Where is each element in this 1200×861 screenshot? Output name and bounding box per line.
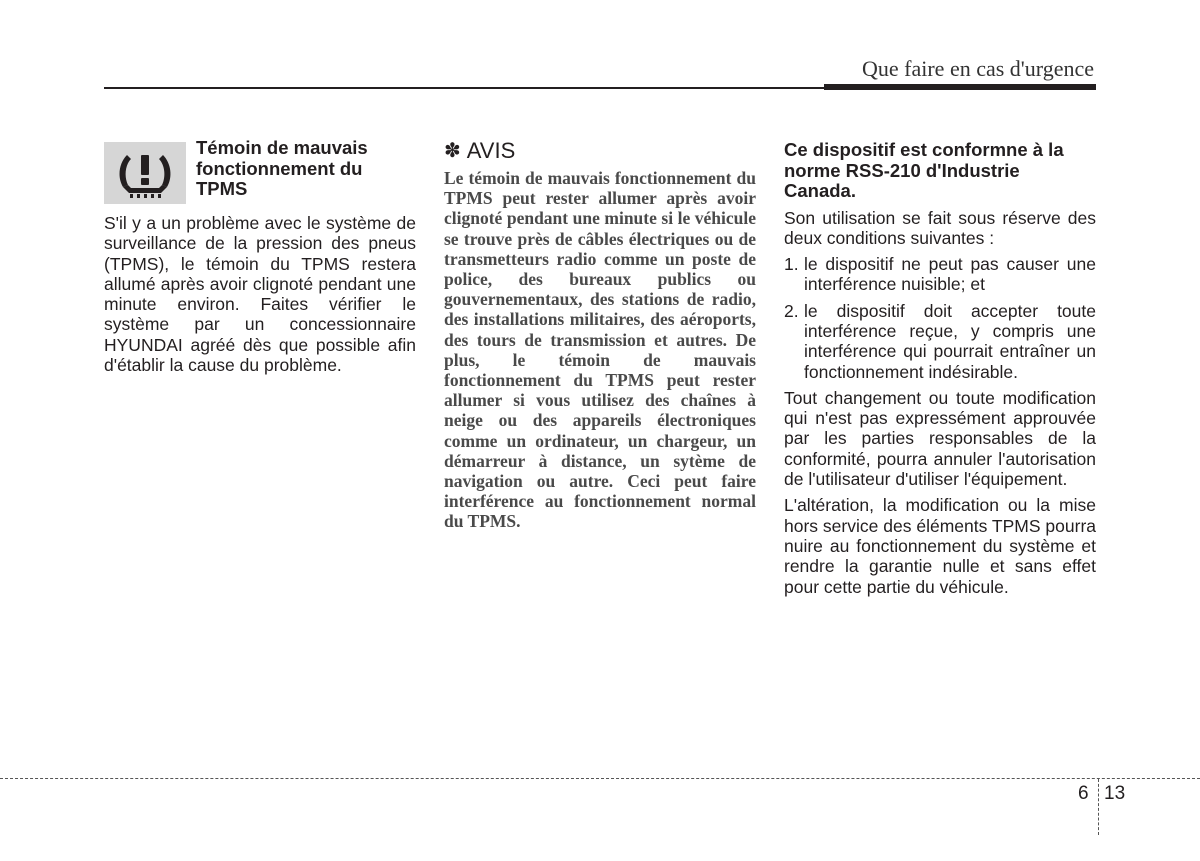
list-item-number: 2. bbox=[784, 300, 799, 321]
notice-star-icon: ✽ bbox=[444, 140, 461, 162]
conditions-list bbox=[784, 254, 1096, 382]
list-item bbox=[784, 301, 1096, 382]
list-item-text: le dispositif ne peut pas causer une interférence nuisible; et bbox=[804, 254, 1096, 295]
compliance-title: Ce dispositif est conformne à la norme RSS-210 d'Industrie Canada. bbox=[784, 139, 1064, 201]
section-title: Que faire en cas d'urgence bbox=[862, 56, 1094, 81]
compliance-paragraph-2: Tout changement ou toute modification qui n'est pas expressément approuvée par les parties responsables de la conformité, pourra annuler l'autorisation de l'utilisateur d'utiliser l'équipement. bbox=[784, 387, 1096, 490]
column-compliance bbox=[784, 138, 1096, 597]
column-tpms-warning bbox=[104, 138, 416, 375]
page-number: 13 bbox=[1104, 783, 1126, 804]
list-item-text: le dispositif doit accepter toute interférence reçue, y compris une interférence qui pourrait entraîner un fonctionnement indésirable. bbox=[804, 300, 1096, 382]
list-item-number: 1. bbox=[784, 254, 799, 275]
compliance-paragraph-3: L'altération, la modification ou la mise hors service des éléments TPMS pourra nuire au fonctionnement du système et rendre la garantie nulle et sans effet pour cette partie du véhicule. bbox=[784, 495, 1096, 597]
header-rule-accent bbox=[824, 84, 1096, 90]
list-item bbox=[784, 254, 1096, 295]
column-notice bbox=[444, 138, 756, 532]
footer-dashed-divider bbox=[1098, 779, 1099, 835]
notice-title: AVIS bbox=[466, 138, 516, 163]
warning-title: Témoin de mauvais fonctionnement du TPMS bbox=[196, 137, 368, 199]
notice-heading bbox=[444, 138, 756, 164]
warning-body: S'il y a un problème avec le système de surveillance de la pression des pneus (TPMS), le témoin du TPMS restera allumé après avoir clignoté pendant une minute environ. Faites vérifier le système par un concessionnaire HYUNDAI agréé dès que possible afin d'établir la cause du problème. bbox=[104, 213, 416, 376]
tpms-malfunction-icon bbox=[104, 142, 186, 204]
chapter-number: 6 bbox=[1078, 783, 1089, 804]
notice-body: Le témoin de mauvais fonctionnement du TPMS peut rester allumer après avoir clignoté pendant une minute si le véhicule se trouve près de câbles électriques ou de transmetteurs radio comme un poste de police, des bureaux publics ou gouvernementaux, des stations de radio, des installations militaires, des aéroports, des tours de transmission et autres. De plus, le témoin de mauvais fonctionnement du TPMS peut rester allumer si vous utilisez des chaînes à neige ou des appareils électroniques comme un ordinateur, un chargeur, un démarreur à distance, un sytème de navigation ou autre. Ceci peut faire interférence au fonctionnement normal du TPMS. bbox=[444, 168, 756, 532]
compliance-intro: Son utilisation se fait sous réserve des deux conditions suivantes : bbox=[784, 207, 1096, 248]
footer-dashed-rule bbox=[0, 778, 1200, 779]
warning-heading-row bbox=[104, 138, 416, 204]
